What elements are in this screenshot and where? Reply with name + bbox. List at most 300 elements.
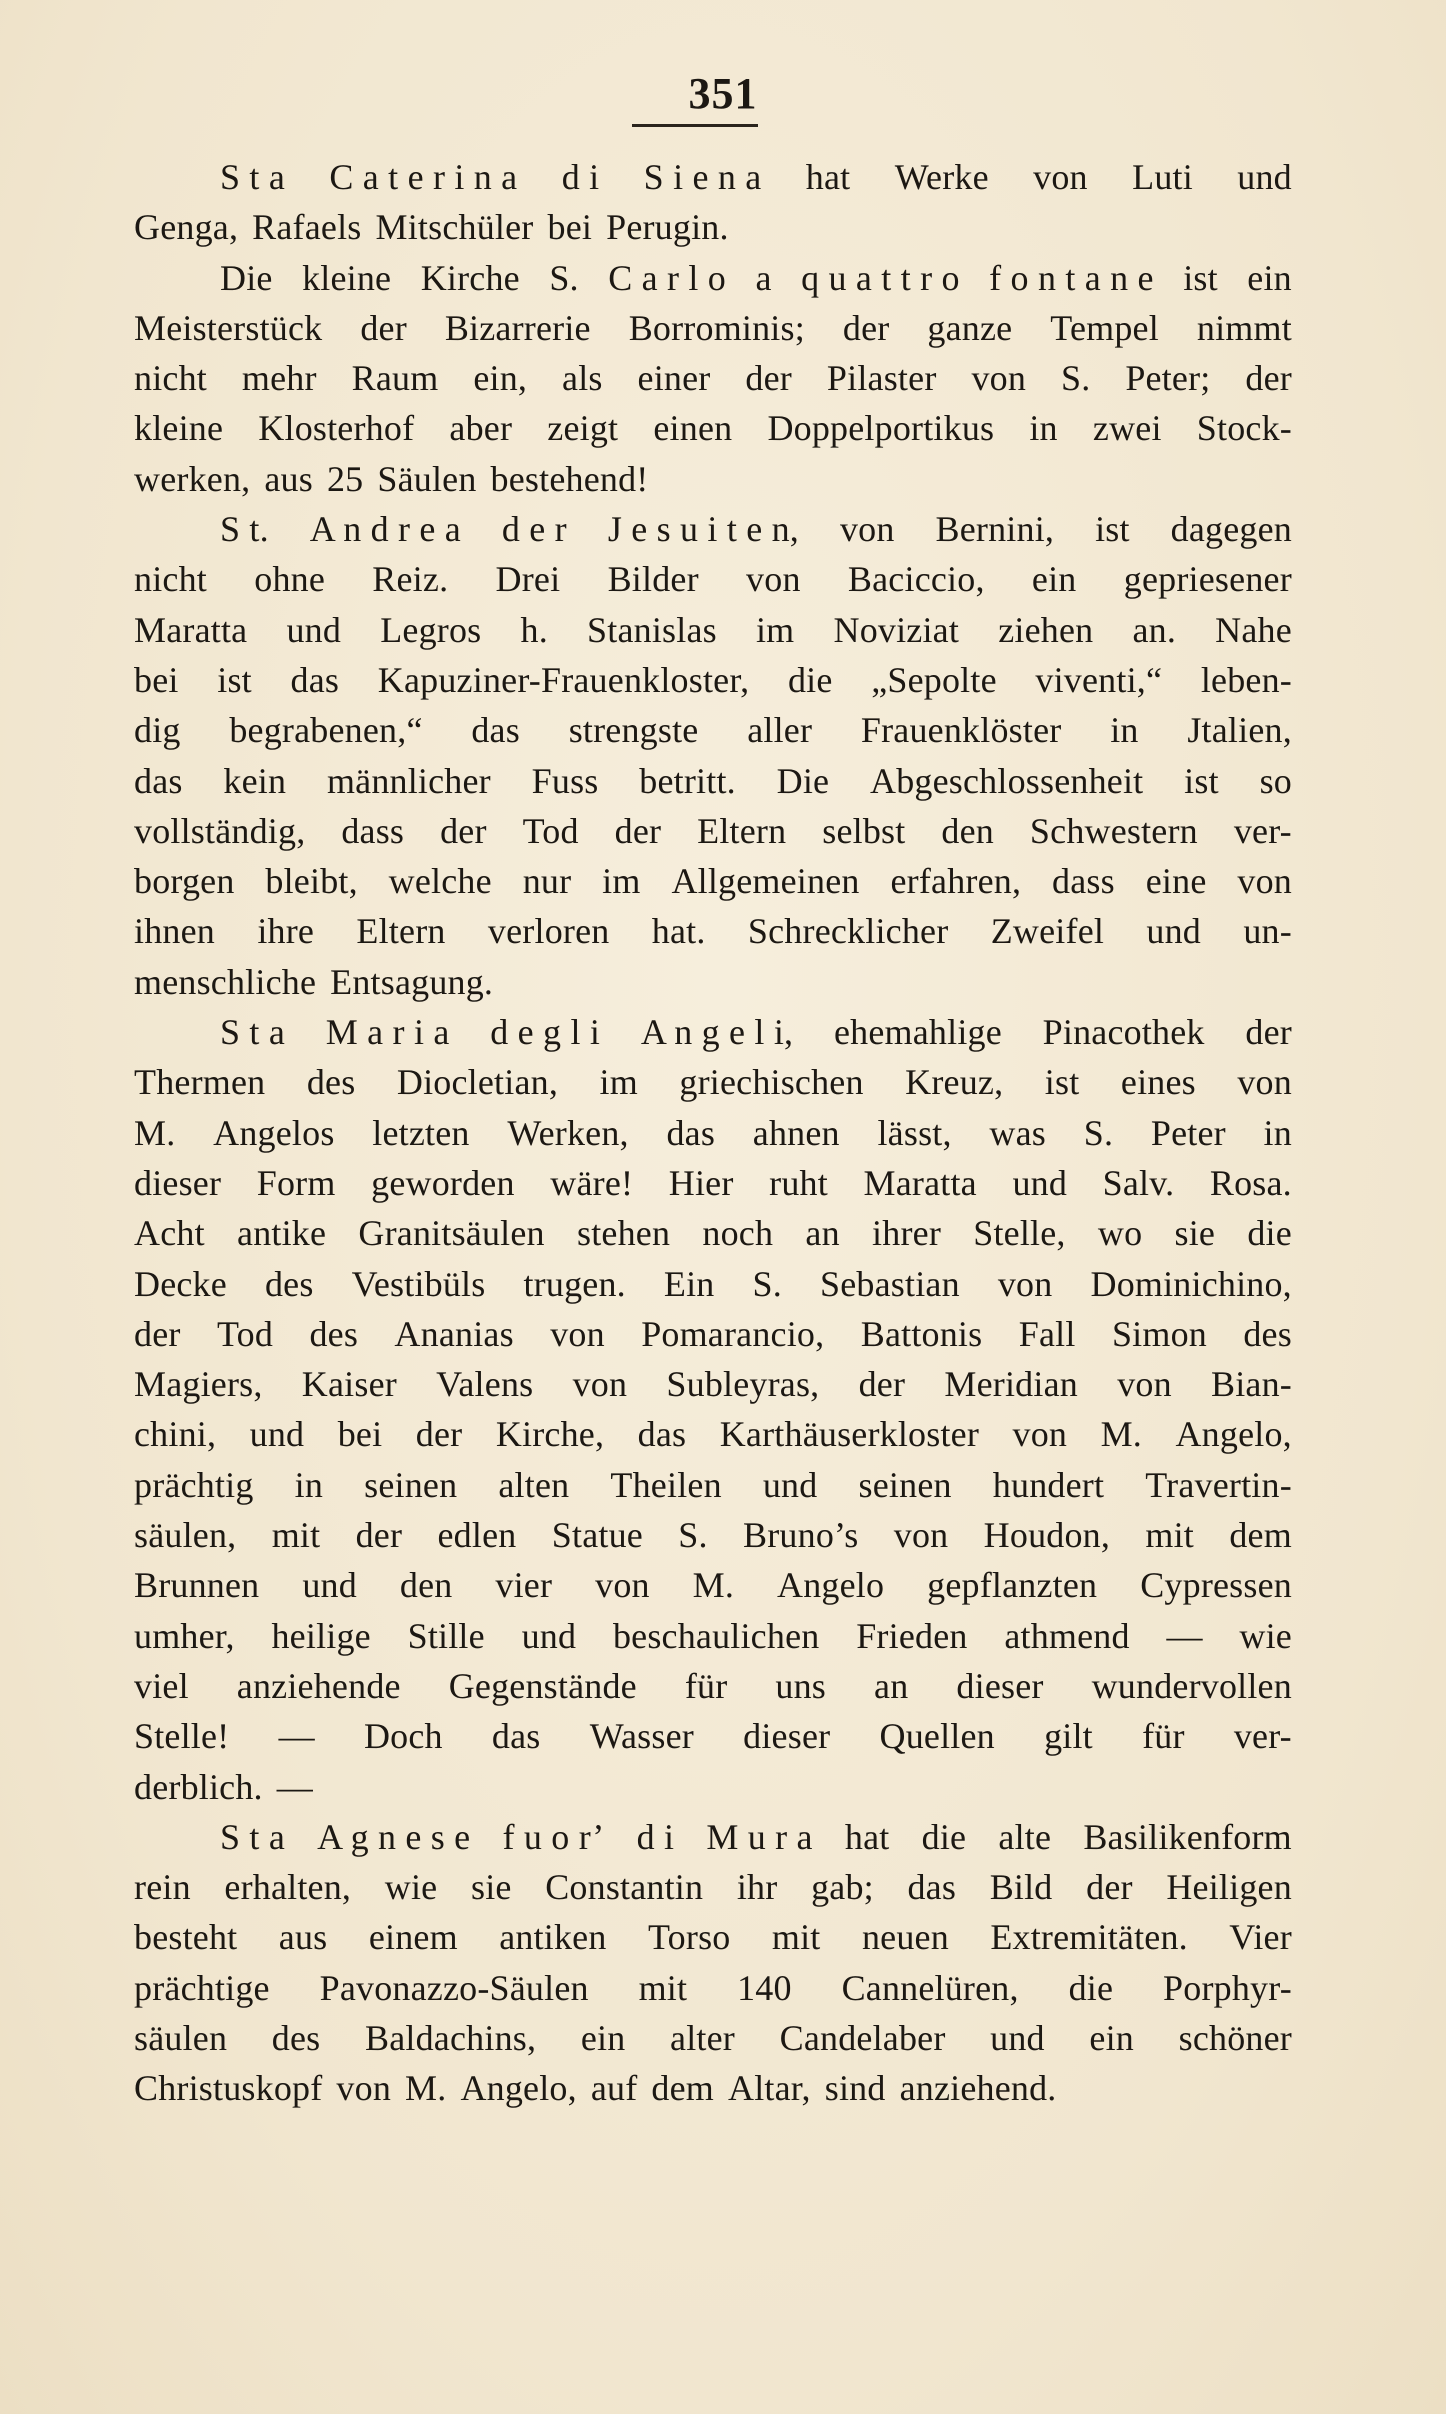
word: die — [1247, 1213, 1292, 1254]
word: un- — [1243, 911, 1292, 952]
word: ein, — [473, 358, 528, 399]
word: Heiligen — [1166, 1867, 1292, 1908]
word: verloren — [487, 911, 610, 952]
word: ist — [1095, 509, 1130, 550]
text-line — [134, 1560, 1292, 1610]
word: uns — [775, 1665, 827, 1706]
text-line — [134, 1259, 1292, 1309]
word: dagegen — [1170, 509, 1292, 550]
word: bleibt, — [265, 861, 358, 902]
word: zeigt — [547, 408, 619, 449]
word: Baldachins, — [365, 2017, 537, 2058]
word: Meisterstück — [134, 307, 323, 348]
word: der — [355, 1515, 403, 1556]
word: antike — [237, 1213, 327, 1254]
word: Kirche, — [495, 1414, 605, 1455]
word: Houdon, — [983, 1515, 1111, 1556]
word: „Sepolte — [871, 659, 997, 700]
word: von — [1117, 1364, 1172, 1405]
word: d i — [636, 1816, 675, 1857]
word: A g n e s e — [317, 1816, 471, 1857]
text-line — [134, 1409, 1292, 1459]
word: Pilaster — [826, 358, 937, 399]
word: Vestibüls — [351, 1263, 486, 1304]
word: und — [286, 609, 342, 650]
word: a — [755, 257, 772, 298]
word: anziehend. — [899, 2068, 1057, 2109]
word: Drei — [495, 559, 561, 600]
word: Angelo, — [1175, 1414, 1292, 1455]
word: neuen — [861, 1917, 949, 1958]
word: trugen. — [523, 1263, 626, 1304]
word: S t a — [220, 1816, 286, 1857]
word: von — [971, 358, 1027, 399]
word: im — [602, 861, 641, 902]
word: eine — [1145, 861, 1207, 902]
word: S. — [549, 257, 579, 298]
word: S. — [752, 1263, 782, 1304]
word: Magiers, — [134, 1364, 263, 1405]
word: Raum — [351, 358, 439, 399]
word: besteht — [134, 1917, 238, 1958]
word: q u a t t r o — [801, 257, 960, 298]
word: der — [1245, 358, 1292, 399]
word: S. — [678, 1515, 708, 1556]
word: Porphyr- — [1163, 1967, 1292, 2008]
word: Granitsäulen — [358, 1213, 545, 1254]
word: für — [684, 1665, 728, 1706]
word: bei — [337, 1414, 383, 1455]
word: Stelle, — [973, 1213, 1066, 1254]
word: sie — [1174, 1213, 1216, 1254]
word: Form — [256, 1162, 336, 1203]
word: Nahe — [1215, 609, 1292, 650]
word: und — [762, 1464, 818, 1505]
word: alten — [498, 1464, 570, 1505]
word: die — [1068, 1967, 1114, 2008]
word: welche — [388, 861, 492, 902]
word: ruht — [769, 1162, 828, 1203]
word: Statue — [551, 1515, 643, 1556]
word: die — [921, 1816, 967, 1857]
word: männlicher — [326, 760, 491, 801]
word: mehr — [241, 358, 317, 399]
word: Quellen — [879, 1716, 995, 1757]
word: kleine — [302, 257, 392, 298]
word: ihre — [257, 911, 315, 952]
word: Angelos — [213, 1112, 335, 1153]
word: eines — [1120, 1062, 1196, 1103]
word: säulen — [134, 2017, 228, 2058]
word: Kaiser — [301, 1364, 397, 1405]
text-line — [134, 1912, 1292, 1962]
word: dem — [1229, 1515, 1292, 1556]
word: und — [249, 1414, 305, 1455]
word: sie — [470, 1867, 512, 1908]
word: Tempel — [1050, 307, 1159, 348]
word: Eltern — [697, 810, 787, 851]
word: zwei — [1092, 408, 1162, 449]
word: der — [440, 810, 487, 851]
word: A n g e l i, — [640, 1012, 794, 1053]
word: Christuskopf — [134, 2068, 323, 2109]
word: h. — [520, 609, 548, 650]
word: wie — [384, 1867, 438, 1908]
word: Cannelüren, — [841, 1967, 1019, 2008]
word: im — [599, 1062, 638, 1103]
word: Dominichino, — [1090, 1263, 1292, 1304]
word: ihnen — [134, 911, 215, 952]
word: Thermen — [134, 1062, 266, 1103]
word: ahnen — [752, 1112, 840, 1153]
word: Noviziat — [833, 609, 960, 650]
text-line — [134, 1510, 1292, 1560]
word: Sebastian — [820, 1263, 960, 1304]
word: Stille — [407, 1615, 485, 1656]
word: Gegenstände — [448, 1665, 637, 1706]
word: Peter — [1150, 1112, 1226, 1153]
word: Extremitäten. — [990, 1917, 1188, 1958]
word: d e g l i — [490, 1012, 601, 1053]
text-line — [134, 454, 1292, 504]
word: Fall — [1018, 1313, 1076, 1354]
word: von — [1237, 1062, 1292, 1103]
word: ohne — [254, 559, 326, 600]
word: f u o r’ — [502, 1816, 605, 1857]
word: heilige — [271, 1615, 371, 1656]
word: der — [858, 1364, 906, 1405]
word: strengste — [568, 710, 699, 751]
word: alte — [998, 1816, 1052, 1857]
word: — — [276, 1766, 313, 1807]
word: Frieden — [856, 1615, 968, 1656]
word: der — [1245, 1012, 1292, 1053]
word: ein — [580, 2017, 626, 2058]
paragraph — [134, 152, 1292, 253]
word: Candelaber — [779, 2017, 946, 2058]
word: Karthäuserkloster — [719, 1414, 980, 1455]
word: vier — [495, 1565, 553, 1606]
text-line — [134, 202, 1292, 252]
word: Schrecklicher — [747, 911, 949, 952]
word: Ananias — [394, 1313, 514, 1354]
word: nimmt — [1196, 307, 1292, 348]
body-text — [134, 152, 1292, 2114]
word: aus — [278, 1917, 328, 1958]
word: mit — [271, 1515, 321, 1556]
text-line — [134, 1158, 1292, 1208]
word: gab; — [811, 1867, 874, 1908]
text-line — [134, 1812, 1292, 1862]
word: der — [360, 307, 407, 348]
word: Salv. — [1102, 1162, 1175, 1203]
word: wie — [1239, 1615, 1292, 1656]
word: des — [264, 1263, 314, 1304]
word: Valens — [436, 1364, 534, 1405]
word: das — [290, 659, 340, 700]
word: vollständig, — [134, 810, 306, 851]
word: — — [278, 1716, 315, 1757]
word: kleine — [134, 408, 224, 449]
word: — — [1166, 1615, 1203, 1656]
word: Kreuz, — [905, 1062, 1004, 1103]
word: Brunnen — [134, 1565, 260, 1606]
word: Fuss — [531, 760, 599, 801]
word: bestehend! — [490, 458, 649, 499]
word: Pavonazzo-Säulen — [319, 1967, 589, 2008]
word: S t a — [220, 1012, 286, 1053]
word: Bizarrerie — [444, 307, 591, 348]
word: Peter; — [1125, 358, 1211, 399]
word: bei — [134, 659, 179, 700]
text-line — [134, 353, 1292, 403]
word: Zweifel — [990, 911, 1105, 952]
word: hat — [844, 1816, 890, 1857]
word: prächtig — [134, 1464, 254, 1505]
word: d e r — [501, 509, 567, 550]
word: von — [997, 1263, 1053, 1304]
word: C a r l o — [608, 257, 726, 298]
word: und — [302, 1565, 357, 1606]
word: bei — [547, 207, 593, 248]
text-line — [134, 1661, 1292, 1711]
word: das — [907, 1867, 957, 1908]
header-rule — [632, 124, 758, 127]
word: einem — [368, 1917, 458, 1958]
word: Abgeschlossenheit — [870, 760, 1144, 801]
word: hat. — [651, 911, 706, 952]
word: A n d r e a — [309, 509, 461, 550]
word: Säulen — [377, 458, 477, 499]
word: für — [1142, 1716, 1185, 1757]
word: Stock- — [1196, 408, 1292, 449]
word: auf — [590, 2068, 638, 2109]
word: leben- — [1200, 659, 1292, 700]
word: Legros — [380, 609, 482, 650]
word: als — [562, 358, 603, 399]
word: f o n t a n e — [989, 257, 1154, 298]
paragraph — [134, 504, 1292, 1007]
word: mit — [771, 1917, 821, 1958]
word: Schwestern — [1029, 810, 1198, 851]
word: S. — [1083, 1112, 1114, 1153]
word: an — [805, 1213, 840, 1254]
word: noch — [702, 1213, 774, 1254]
word: von — [1237, 861, 1292, 902]
text-line — [134, 253, 1292, 303]
word: Mitschüler — [375, 207, 534, 248]
word: ihr — [736, 1867, 778, 1908]
word: M u r a — [706, 1816, 813, 1857]
word: 140 — [737, 1967, 792, 2008]
word: Wasser — [589, 1716, 694, 1757]
word: an — [874, 1665, 909, 1706]
word: ganze — [927, 307, 1013, 348]
word: hat — [805, 157, 851, 197]
word: viel — [134, 1665, 189, 1706]
word: menschliche — [134, 961, 317, 1002]
word: Allgemeinen — [671, 861, 860, 902]
word: was — [989, 1112, 1046, 1153]
word: des — [306, 1062, 356, 1103]
word: der — [415, 1414, 463, 1455]
word: Tod — [216, 1313, 274, 1354]
text-line — [134, 1862, 1292, 1912]
word: Battonis — [860, 1313, 983, 1354]
word: von — [595, 1565, 650, 1606]
text-line — [134, 504, 1292, 554]
word: dig — [134, 710, 181, 751]
word: Ein — [663, 1263, 715, 1304]
word: Eltern — [356, 911, 446, 952]
word: ziehen — [998, 609, 1094, 650]
word: säulen, — [134, 1515, 237, 1556]
word: Klosterhof — [258, 408, 415, 449]
word: Decke — [134, 1263, 227, 1304]
word: Reiz. — [372, 559, 449, 600]
word: aus — [264, 458, 313, 499]
word: M a r i a — [325, 1012, 450, 1053]
word: M. — [134, 1112, 176, 1153]
word: d i — [561, 157, 600, 197]
word: Meridian — [944, 1364, 1078, 1405]
word: in — [1029, 408, 1058, 449]
word: Hier — [668, 1162, 734, 1203]
word: alter — [670, 2017, 735, 2058]
word: nicht — [134, 358, 207, 399]
paragraph — [134, 1007, 1292, 1812]
word: Tod — [522, 810, 579, 851]
word: ver- — [1233, 810, 1292, 851]
word: Baciccio, — [847, 559, 985, 600]
word: Bruno’s — [743, 1515, 859, 1556]
word: C a t e r i n a — [329, 157, 518, 197]
word: den — [399, 1565, 453, 1606]
word: gilt — [1044, 1716, 1093, 1757]
word: Die — [220, 257, 273, 298]
word: Maratta — [134, 609, 248, 650]
word: selbst — [822, 810, 906, 851]
word: letzten — [372, 1112, 470, 1153]
word: in — [294, 1464, 324, 1505]
word: Diocletian, — [396, 1062, 559, 1103]
text-line — [134, 1359, 1292, 1409]
word: einen — [653, 408, 733, 449]
word: und — [990, 2017, 1045, 2058]
word: ein — [1089, 2017, 1134, 2058]
word: von — [893, 1515, 949, 1556]
paragraph — [134, 1812, 1292, 2114]
text-line — [134, 554, 1292, 604]
word: sind — [824, 2068, 886, 2109]
word: den — [941, 810, 994, 851]
word: das — [491, 1716, 541, 1757]
word: Doch — [363, 1716, 443, 1757]
word: ein — [1247, 257, 1292, 298]
word: begrabenen,“ — [229, 710, 423, 751]
word: von — [336, 2068, 392, 2109]
text-line — [134, 1963, 1292, 2013]
word: erhalten, — [224, 1867, 352, 1908]
word: schöner — [1178, 2017, 1292, 2058]
word: antiken — [499, 1917, 607, 1958]
word: mit — [638, 1967, 688, 2008]
word: Pinacothek — [1042, 1012, 1205, 1053]
text-line — [134, 1057, 1292, 1107]
word: derblich. — [134, 1766, 263, 1807]
word: Die — [776, 760, 830, 801]
word: so — [1259, 760, 1292, 801]
word: beschaulichen — [612, 1615, 820, 1656]
word: der — [745, 358, 792, 399]
word: griechischen — [679, 1062, 864, 1103]
text-line — [134, 1460, 1292, 1510]
word: gepflanzten — [927, 1565, 1098, 1606]
word: Jtalien, — [1187, 710, 1292, 751]
word: das — [666, 1112, 716, 1153]
word: stehen — [577, 1213, 671, 1254]
word: Bilder — [607, 559, 699, 600]
word: mit — [1145, 1515, 1194, 1556]
word: gepriesener — [1123, 559, 1292, 600]
word: ist — [217, 659, 252, 700]
word: Rafaels — [252, 207, 362, 248]
text-line — [134, 1309, 1292, 1359]
text-line — [134, 705, 1292, 755]
word: ehemahlige — [833, 1012, 1002, 1053]
word: Bild — [989, 1867, 1053, 1908]
text-line — [134, 1208, 1292, 1258]
word: und — [1146, 911, 1202, 952]
word: edlen — [437, 1515, 517, 1556]
word: viventi,“ — [1035, 659, 1163, 700]
word: ver- — [1233, 1716, 1292, 1757]
word: Altar, — [728, 2068, 811, 2109]
word: Genga, — [134, 207, 239, 248]
text-line — [134, 2063, 1292, 2113]
word: Constantin — [545, 1867, 704, 1908]
word: Subleyras, — [666, 1364, 820, 1405]
word: Werke — [894, 157, 989, 197]
word: Maratta — [863, 1162, 977, 1203]
text-line — [134, 906, 1292, 956]
word: einer — [637, 358, 711, 399]
word: Travertin- — [1145, 1464, 1292, 1505]
word: kein — [223, 760, 287, 801]
word: seinen — [364, 1464, 458, 1505]
text-line — [134, 1762, 1292, 1812]
word: ein — [1031, 559, 1077, 600]
word: das — [637, 1414, 687, 1455]
word: betritt. — [639, 760, 736, 801]
word: Bernini, — [935, 509, 1055, 550]
text-line — [134, 957, 1292, 1007]
word: S. — [1060, 358, 1091, 399]
word: S i e n a — [643, 157, 762, 197]
word: dieser — [134, 1162, 222, 1203]
word: dem — [651, 2068, 715, 2109]
word: dieser — [956, 1665, 1044, 1706]
word: im — [755, 609, 795, 650]
word: das — [134, 760, 183, 801]
word: von — [1012, 1414, 1068, 1455]
word: Werken, — [507, 1112, 629, 1153]
word: Angelo, — [460, 2068, 577, 2109]
word: Perugin. — [606, 207, 729, 248]
word: Kapuziner-Frauenkloster, — [377, 659, 750, 700]
word: in — [1110, 710, 1139, 751]
word: erfahren, — [890, 861, 1022, 902]
